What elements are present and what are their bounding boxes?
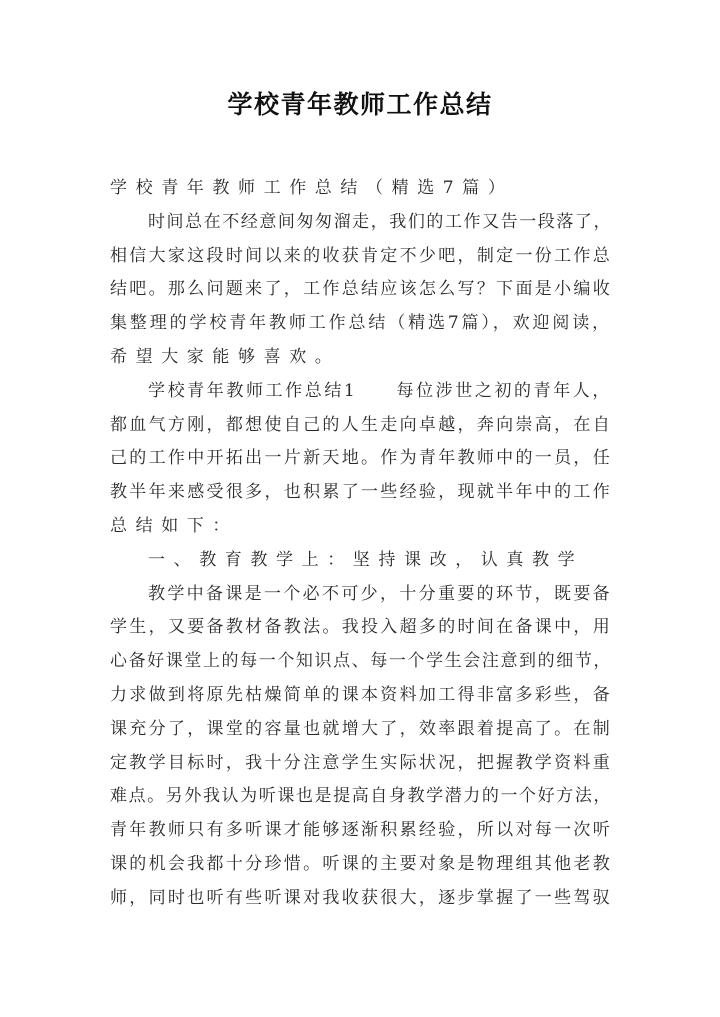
text-line-content: 课充分了，课堂的容量也就增大了，效率跟着提高了。在制	[110, 718, 612, 739]
text-line-content: 都血气方刚，都想使自己的人生走向卓越，奔向崇高，在自	[110, 414, 612, 435]
text-line	[110, 375, 612, 409]
text-line-content: 学校青年教师工作总结1 每位涉世之初的青年人，	[148, 380, 612, 401]
text-line-content: 力求做到将原先枯燥简单的课本资料加工得非富多彩些，备	[110, 684, 612, 705]
document-title: 学校青年教师工作总结	[227, 90, 493, 119]
text-line	[110, 882, 612, 916]
text-line-content: 教半年来感受很多，也积累了一些经验，现就半年中的工作	[110, 482, 612, 503]
text-line-content: 学生，又要备教材备教法。我投入超多的时间在备课中，用	[110, 617, 612, 638]
text-line	[110, 172, 612, 206]
text-line-content: 定教学目标时，我十分注意学生实际状况，把握教学资料重	[110, 752, 612, 773]
text-line	[110, 645, 612, 679]
text-line-content: 时间总在不经意间匆匆溜走，我们的工作又告一段落了，	[148, 211, 612, 232]
text-line-content: 一、教育教学上：坚持课改，认真教学	[148, 549, 584, 570]
text-line	[110, 442, 612, 476]
text-line	[110, 307, 612, 341]
text-line-content: 集整理的学校青年教师工作总结（精选7篇），欢迎阅读，	[110, 313, 612, 334]
text-line	[110, 273, 612, 307]
text-line	[110, 747, 612, 781]
text-line	[110, 409, 612, 443]
text-line-content: 总结如下：	[110, 515, 238, 536]
text-line-content: 结吧。那么问题来了，工作总结应该怎么写？下面是小编收	[110, 279, 612, 300]
text-line	[110, 510, 612, 544]
text-line-content: 青年教师只有多听课才能够逐渐积累经验，所以对每一次听	[110, 820, 612, 841]
text-line-content: 心备好课堂上的每一个知识点、每一个学生会注意到的细节，	[110, 651, 612, 672]
text-line	[110, 206, 612, 240]
text-line-content: 希望大家能够喜欢。	[110, 346, 341, 367]
text-line-content: 教学中备课是一个必不可少，十分重要的环节，既要备	[148, 583, 612, 604]
text-line-content: 相信大家这段时间以来的收获肯定不少吧，制定一份工作总	[110, 245, 612, 266]
text-line	[110, 341, 612, 375]
text-line	[110, 848, 612, 882]
text-line-content: 己的工作中开拓出一片新天地。作为青年教师中的一员，任	[110, 448, 612, 469]
text-line	[110, 713, 612, 747]
text-line	[110, 240, 612, 274]
text-line-content: 学校青年教师工作总结（精选7篇）	[110, 178, 514, 198]
text-line	[110, 780, 612, 814]
text-line-content: 师，同时也听有些听课对我收获很大，逐步掌握了一些驾驭	[110, 887, 612, 908]
text-line	[110, 544, 612, 578]
text-line	[110, 679, 612, 713]
text-line	[110, 476, 612, 510]
text-line	[110, 611, 612, 645]
text-line-content: 难点。另外我认为听课也是提高自身教学潜力的一个好方法，	[110, 786, 612, 807]
document-body	[110, 172, 612, 916]
text-line	[110, 814, 612, 848]
text-line	[110, 578, 612, 612]
text-line-content: 课的机会我都十分珍惜。听课的主要对象是物理组其他老教	[110, 853, 612, 874]
